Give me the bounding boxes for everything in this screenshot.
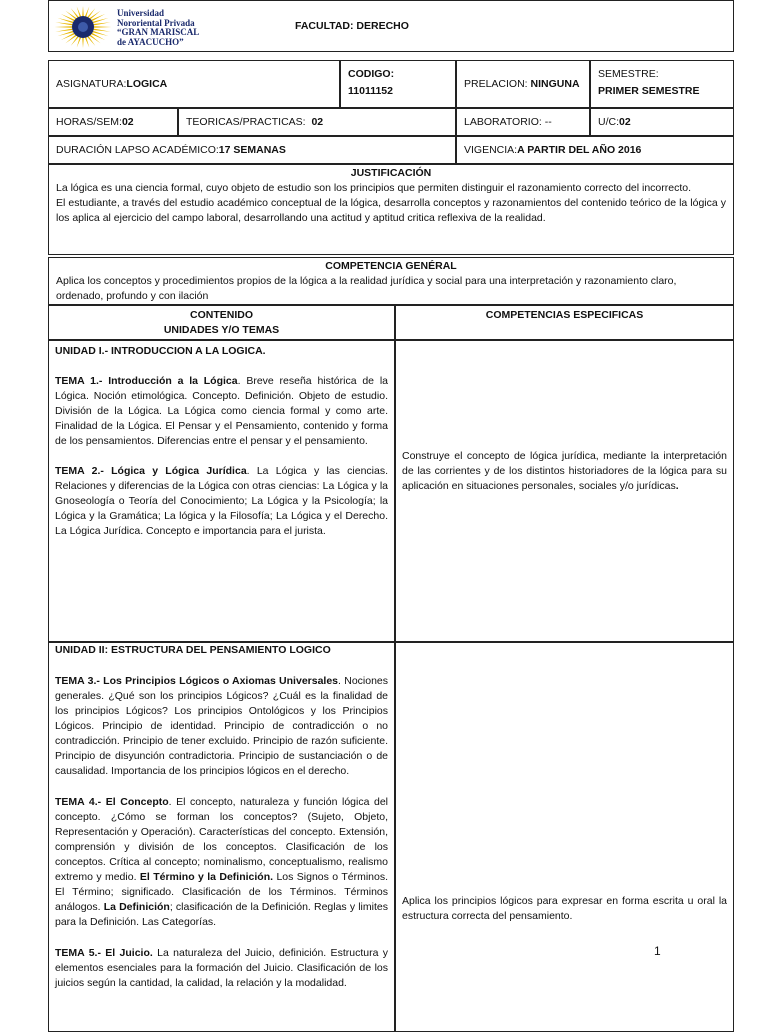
logo-ray xyxy=(65,35,77,44)
unidad-1-title: UNIDAD I.- INTRODUCCION A LA LOGICA. xyxy=(55,345,266,357)
university-logo xyxy=(53,5,113,49)
contenido-header: CONTENIDO UNIDADES Y/O TEMAS xyxy=(48,305,395,340)
header-row xyxy=(48,0,734,52)
competencia-general-section xyxy=(48,257,734,305)
duracion-cell: DURACIÓN LAPSO ACADÉMICO: 17 SEMANAS xyxy=(48,136,456,164)
vigencia-cell: VIGENCIA: A PARTIR DEL AÑO 2016 xyxy=(456,136,734,164)
competencias-header: COMPETENCIAS ESPECIFICAS xyxy=(395,305,734,340)
unidad-2-content xyxy=(48,642,395,1032)
logo-ray xyxy=(89,11,101,20)
unidad-1-competencia: Construye el concepto de lógica jurídica, mediante la interpretación de las corrientes y de los distintos historiadores de la lógica para su aplicación en situaciones personales, sociales y/o jurídicas. xyxy=(395,340,734,642)
teoricas-cell: TEORICAS/PRACTICAS: 02 xyxy=(178,108,456,136)
university-name: Universidad Nororiental Privada “GRAN MARISCAL de AYACUCHO” xyxy=(117,8,200,47)
logo-ray xyxy=(55,29,72,32)
sunburst-icon xyxy=(53,5,113,49)
logo-ray xyxy=(85,37,90,48)
logo-ray xyxy=(94,26,111,27)
unidad-2-title: UNIDAD II: ESTRUCTURA DEL PENSAMIENTO LOGICO xyxy=(55,644,331,656)
justificacion-title: JUSTIFICACIÓN xyxy=(350,167,432,179)
justificacion-section xyxy=(48,164,734,255)
logo-ray xyxy=(55,26,72,27)
logo-ray xyxy=(61,33,75,40)
competencia-general-text: Aplica los conceptos y procedimientos propios de la lógica a la realidad jurídica y social para una interpretación y razonamiento claro, ordenado, profundo y con ilación xyxy=(56,275,677,302)
codigo-cell: CODIGO: 11011152 xyxy=(340,60,456,108)
logo-ray xyxy=(77,7,82,18)
logo-ray xyxy=(91,33,105,40)
document-page xyxy=(48,0,734,1024)
logo-ray xyxy=(91,14,105,21)
logo-ray xyxy=(89,35,101,44)
unidad-2-competencia: Aplica los principios lógicos para expresar en forma escrita u oral la estructura correcta del pensamiento. xyxy=(395,642,734,1032)
logo-ray xyxy=(94,29,111,32)
unidad-1-content xyxy=(48,340,395,642)
laboratorio-cell: LABORATORIO: -- xyxy=(456,108,590,136)
prelacion-cell: PRELACION: NINGUNA xyxy=(456,60,590,108)
logo-ray xyxy=(77,37,82,48)
logo-ray xyxy=(55,22,72,25)
tema-2: TEMA 2.- Lógica y Lógica Jurídica. La Lógica y las ciencias. Relaciones y diferencias de la Lógica con otras ciencias: La Lógica y la Gnoseología o Teoría del Conocimiento; La Lógica y la Psicología; la Lógica y la Gramática; La lógica y la Filosofía; La Lógica y el Derecho. La Lógica Jurídica. Concepto e importancia para el jurista. xyxy=(55,465,388,537)
justificacion-paragraph-1: La lógica es una ciencia formal, cuyo objeto de estudio son los principios que permiten distinguir el razonamiento correcto del incorrecto. xyxy=(56,182,692,194)
logo-ray xyxy=(82,6,84,17)
horas-cell: HORAS/SEM: 02 xyxy=(48,108,178,136)
uc-cell: U/C: 02 xyxy=(590,108,734,136)
logo-ray xyxy=(94,22,111,25)
tema-3: TEMA 3.- Los Principios Lógicos o Axiomas Universales. Nociones generales. ¿Qué son los principios Lógicos? ¿Cuál es la finalidad de los principios Lógicos? Los principios Ontológicos y los Principios Lógicos. Principio de identidad. Principio de contradicción o no contradicción. Principio de tener excluido. Principio de razón suficiente. Principio de disyunción contradictoria. Principio de sustanciación o de causalidad. Importancia de los principios lógicos en el derecho. xyxy=(55,675,389,777)
logo-ray xyxy=(65,11,77,20)
logo-ray xyxy=(82,37,84,48)
tema-4: TEMA 4.- El Concepto. El concepto, naturaleza y función lógica del concepto. ¿Cómo se forman los conceptos? (Sujeto, Objeto, Representación y Operación). Características del concepto. Extensión, comprensión y división de los conceptos. Clasificación de los conceptos. Crítica al concepto; nominalismo, conceptualismo, realismo extremo y medio. El Término y la Definición. Los Signos o Términos. El Término; significado. Clasificación de los Términos. Términos análogos. La Definición; clasificación de la Definición. Reglas y limites para la Definición. Las Categorías. xyxy=(55,796,389,928)
competencia-general-title: COMPETENCIA GENÉRAL xyxy=(325,260,457,272)
page-number: 1 xyxy=(654,944,661,958)
tema-5: TEMA 5.- El Juicio. La naturaleza del Juicio, definición. Estructura y elementos esenciales para la formación del Juicio. Clasificación de los juicios según la cantidad, la calidad, la relación y la modalidad. xyxy=(55,947,388,989)
asignatura-cell: ASIGNATURA: LOGICA xyxy=(48,60,340,108)
faculty-title: FACULTAD: DERECHO xyxy=(295,20,409,32)
justificacion-paragraph-2: El estudiante, a través del estudio académico conceptual de la lógica, desarrolla conceptos y razonamientos del contenido teórico de la lógica y los aplica al ejercicio del campo laboral, desarrollando una actitud y aptitud critica reflexiva de la realidad. xyxy=(56,197,726,224)
tema-1: TEMA 1.- Introducción a la Lógica. Breve reseña histórica de la Lógica. Noción etimológica. Concepto. Definición. Objeto de estudio. División de la Lógica. La Lógica como ciencia formal y como arte. Finalidad de la Lógica. El Pensar y el Pensamiento, contenido y forma de los pensamientos. Diferencias entre el pensar y el pensamiento. xyxy=(55,375,388,447)
semestre-cell: SEMESTRE: PRIMER SEMESTRE xyxy=(590,60,734,108)
logo-ray xyxy=(85,7,90,18)
logo-ray xyxy=(61,14,75,21)
